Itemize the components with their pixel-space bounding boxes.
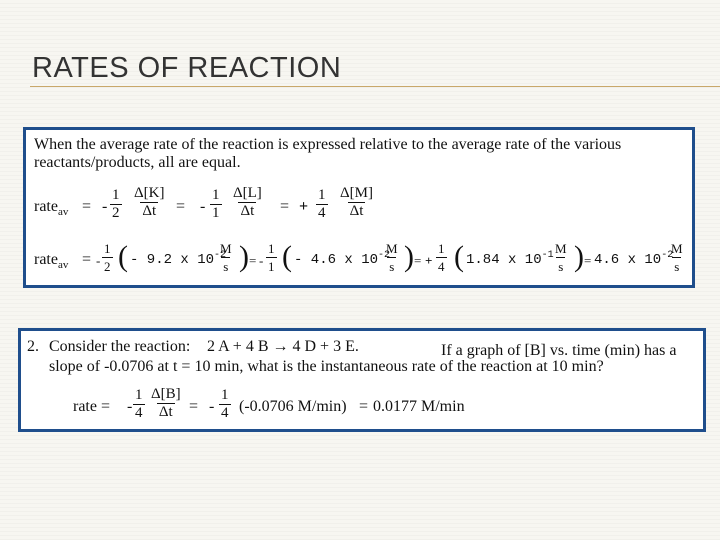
rate-label: rate$_{av}$	[34, 251, 69, 271]
average-rate-box	[23, 127, 695, 288]
coefficient-fraction: $\frac{1}{4}$	[438, 241, 445, 274]
plus-sign: +	[425, 253, 433, 268]
minus-sign: -	[259, 253, 264, 268]
coefficient-fraction-k: $\frac{1}{2}$	[112, 187, 120, 221]
value-l: - 4.6 x $10^{-2}$	[294, 250, 391, 268]
answer-result: 0.0177 M/min	[373, 398, 465, 415]
coefficient-fraction-m: $\frac{1}{4}$	[318, 187, 326, 221]
equals-sign: =	[584, 253, 592, 268]
unit-fraction: $\frac{M}{s}$	[671, 241, 683, 274]
unit-fraction: $\frac{M}{s}$	[386, 241, 398, 274]
rate-fraction-l: $\frac{\Delta[L]}{\Delta t}$	[233, 185, 262, 219]
intro-line-2: reactants/products, all are equal.	[34, 154, 241, 171]
minus-sign: -	[209, 398, 215, 415]
minus-sign: -	[96, 253, 101, 268]
open-paren: (	[282, 240, 292, 273]
question-text-3: slope of -0.0706 at t = 10 min, what is the instantaneous rate of the reaction at 10 min?	[49, 358, 604, 375]
equals-sign: =	[176, 198, 186, 215]
instantaneous-rate-box	[18, 328, 706, 432]
value-result: 4.6 x $10^{-2}$	[594, 250, 674, 268]
equals-sign: =	[249, 253, 257, 268]
rate-fraction-k: $\frac{\Delta[K]}{\Delta t}$	[134, 185, 165, 219]
open-paren: (	[118, 240, 128, 273]
value-k: - 9.2 x $10^{-2}$	[130, 250, 227, 268]
rate-label: rate =	[73, 398, 110, 415]
title-underline	[30, 86, 720, 87]
equals-sign: =	[82, 198, 92, 215]
coefficient-fraction: $\frac{1}{4}$	[221, 387, 229, 421]
coefficient-fraction: $\frac{1}{4}$	[135, 387, 143, 421]
value-m: 1.84 x $10^{-1}$	[466, 250, 554, 268]
minus-sign: -	[200, 198, 206, 215]
close-paren: )	[404, 240, 414, 273]
slide-title: RATES OF REACTION	[32, 52, 342, 84]
question-text-2: If a graph of [B] vs. time (min) has a	[441, 342, 677, 359]
equals-sign: =	[82, 251, 92, 268]
equals-sign: =	[359, 398, 369, 415]
minus-sign: -	[127, 398, 133, 415]
plus-sign: +	[299, 198, 309, 215]
rate-fraction-b: $\frac{\Delta[B]}{\Delta t}$	[151, 386, 181, 420]
unit-fraction: $\frac{M}{s}$	[220, 241, 232, 274]
coefficient-fraction-l: $\frac{1}{1}$	[212, 187, 220, 221]
coefficient-fraction: $\frac{1}{1}$	[268, 241, 275, 274]
rate-fraction-m: $\frac{\Delta[M]}{\Delta t}$	[340, 185, 373, 219]
question-number: 2.	[27, 338, 39, 355]
close-paren: )	[239, 240, 249, 273]
unit-fraction: $\frac{M}{s}$	[555, 241, 567, 274]
slope-value: (-0.0706 M/min)	[239, 398, 347, 415]
coefficient-fraction: $\frac{1}{2}$	[104, 241, 111, 274]
close-paren: )	[574, 240, 584, 273]
reaction-equation: 2 A + 4 B → 4 D + 3 E.	[207, 338, 359, 355]
intro-line-1: When the average rate of the reaction is expressed relative to the average rate of the various	[34, 136, 622, 153]
equals-sign: =	[280, 198, 290, 215]
equals-sign: =	[414, 253, 422, 268]
open-paren: (	[454, 240, 464, 273]
rate-label: rate$_{av}$	[34, 198, 69, 218]
question-text-1: Consider the reaction:	[49, 338, 191, 355]
equals-sign: =	[189, 398, 199, 415]
minus-sign: -	[102, 198, 108, 215]
